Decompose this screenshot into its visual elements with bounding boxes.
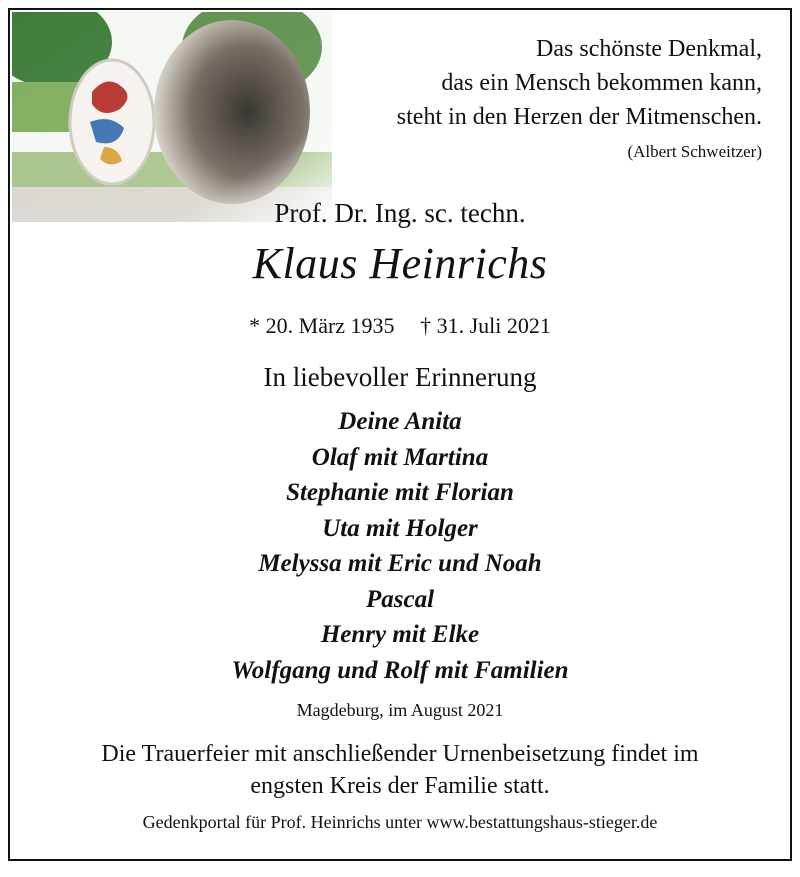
birth-date: * 20. März 1935 xyxy=(249,313,395,338)
quote-line: das ein Mensch bekommen kann, xyxy=(441,70,762,96)
mourner-line: Pascal xyxy=(365,585,435,613)
service-note xyxy=(10,738,790,802)
mourner-line: Melyssa mit Eric und Noah xyxy=(258,550,542,577)
death-date: † 31. Juli 2021 xyxy=(420,313,551,338)
service-line: engsten Kreis der Familie statt. xyxy=(250,773,550,799)
quote-line: Das schönste Denkmal, xyxy=(536,36,762,62)
mourners-list xyxy=(10,404,790,688)
mourner-line: Deine Anita xyxy=(338,408,462,435)
mourner-line: Henry mit Elke xyxy=(320,621,480,648)
mourner-line: Uta mit Holger xyxy=(322,514,478,542)
sculpture-photo xyxy=(12,12,332,222)
deceased-name: Klaus Heinrichs xyxy=(252,239,548,288)
memorial-portal-note: Gedenkportal für Prof. Heinrichs unter www.bestattungshaus-stieger.de xyxy=(142,812,658,832)
mourner-line: Stephanie mit Florian xyxy=(286,479,514,506)
quote-line: steht in den Herzen der Mitmenschen. xyxy=(396,104,762,130)
obituary-card xyxy=(8,8,792,861)
place-date: Magdeburg, im August 2021 xyxy=(296,700,504,720)
mourner-line: Wolfgang und Rolf mit Familien xyxy=(231,656,569,684)
service-line: Die Trauerfeier mit anschließender Urnenbeisetzung findet im xyxy=(101,741,699,767)
life-dates xyxy=(10,313,790,339)
academic-title: Prof. Dr. Ing. sc. techn. xyxy=(274,198,526,228)
memory-line: In liebevoller Erinnerung xyxy=(263,362,537,392)
quote-author: (Albert Schweitzer) xyxy=(627,142,762,161)
mourner-line: Olaf mit Martina xyxy=(311,443,489,471)
quote-block xyxy=(397,32,762,164)
